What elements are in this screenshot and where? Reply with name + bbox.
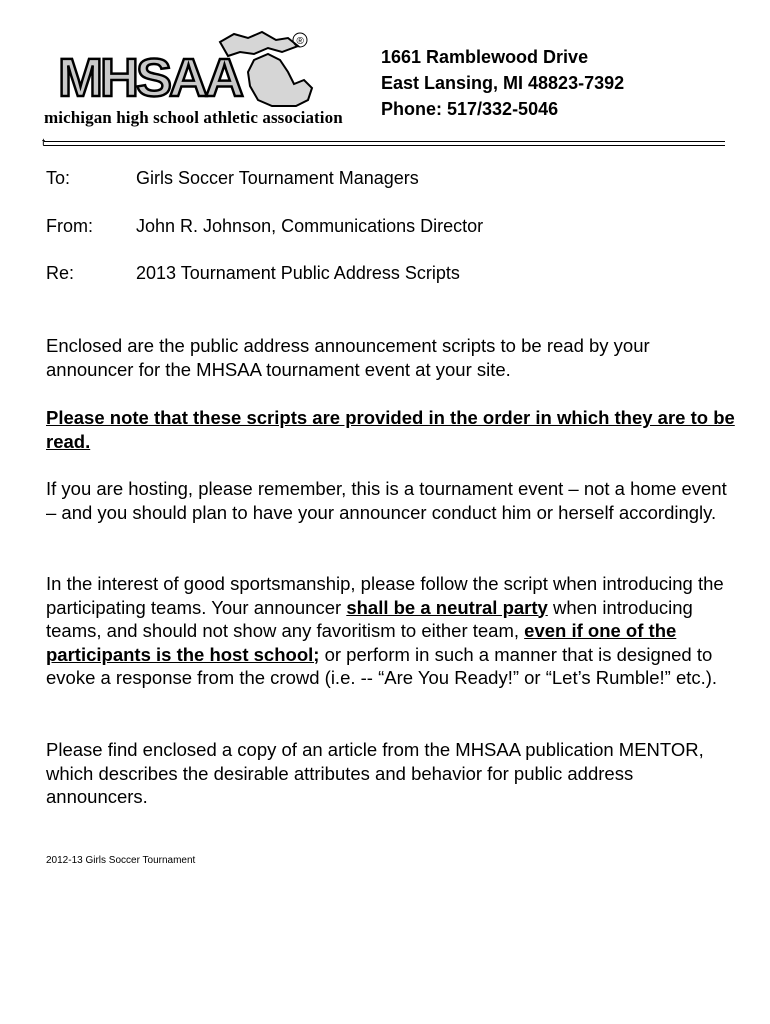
address-street: 1661 Ramblewood Drive xyxy=(381,47,589,67)
logo-tagline: michigan high school athletic association xyxy=(44,108,343,127)
order-note-emphasis: Please note that these scripts are provided in the order in which they are to be read. xyxy=(46,407,735,452)
address-city: East Lansing, MI 48823-7392 xyxy=(381,73,625,93)
paragraph-sportsmanship xyxy=(46,572,736,690)
memo-to-label: To: xyxy=(46,168,71,188)
page-footer: 2012-13 Girls Soccer Tournament xyxy=(46,855,196,866)
memo-to-value: Girls Soccer Tournament Managers xyxy=(136,168,419,188)
paragraph-mentor-article: Please find enclosed a copy of an article from the MHSAA publication MENTOR, which describes the desirable attributes and behavior for public address announcers. xyxy=(46,739,704,807)
sportsmanship-text-1: In the interest of good sportsmanship, please follow the script when introducing the participating teams. Your announcer xyxy=(46,573,724,618)
mhsaa-wordmark xyxy=(42,26,332,108)
memo-re-label: Re: xyxy=(46,263,75,283)
memo-re-value: 2013 Tournament Public Address Scripts xyxy=(136,263,460,283)
host-school-emphasis: even if one of the participants is the host school; xyxy=(46,620,677,665)
memo-from-label: From: xyxy=(46,216,93,236)
svg-text:MHSAA: MHSAA xyxy=(58,48,241,108)
memo-from-value: John R. Johnson, Communications Director xyxy=(136,216,484,236)
mhsaa-logo xyxy=(42,26,343,149)
logo-stray-mark: t xyxy=(42,137,46,149)
paragraph-hosting: If you are hosting, please remember, this is a tournament event – not a home event – and you should plan to have your announcer conduct him or herself accordingly. xyxy=(46,478,727,523)
address-phone: Phone: 517/332-5046 xyxy=(381,99,559,119)
sportsmanship-text-2: when introducing teams, and should not show any favoritism to either team, xyxy=(46,596,693,641)
paragraph-enclosed: Enclosed are the public address announcement scripts to be read by your announcer for the MHSAA tournament event at your site. xyxy=(46,335,650,380)
header-rule-bottom xyxy=(44,145,725,146)
paragraph-order-note xyxy=(46,406,736,453)
registered-mark: ® xyxy=(296,36,304,47)
sportsmanship-text-3: or perform in such a manner that is designed to evoke a response from the crowd (i.e. -- “Are You Ready!” or “Let’s Rumble!” etc.). xyxy=(46,643,718,688)
address-block xyxy=(381,44,624,122)
neutral-party-emphasis: shall be a neutral party xyxy=(346,596,548,618)
header-rule-top xyxy=(44,141,725,142)
